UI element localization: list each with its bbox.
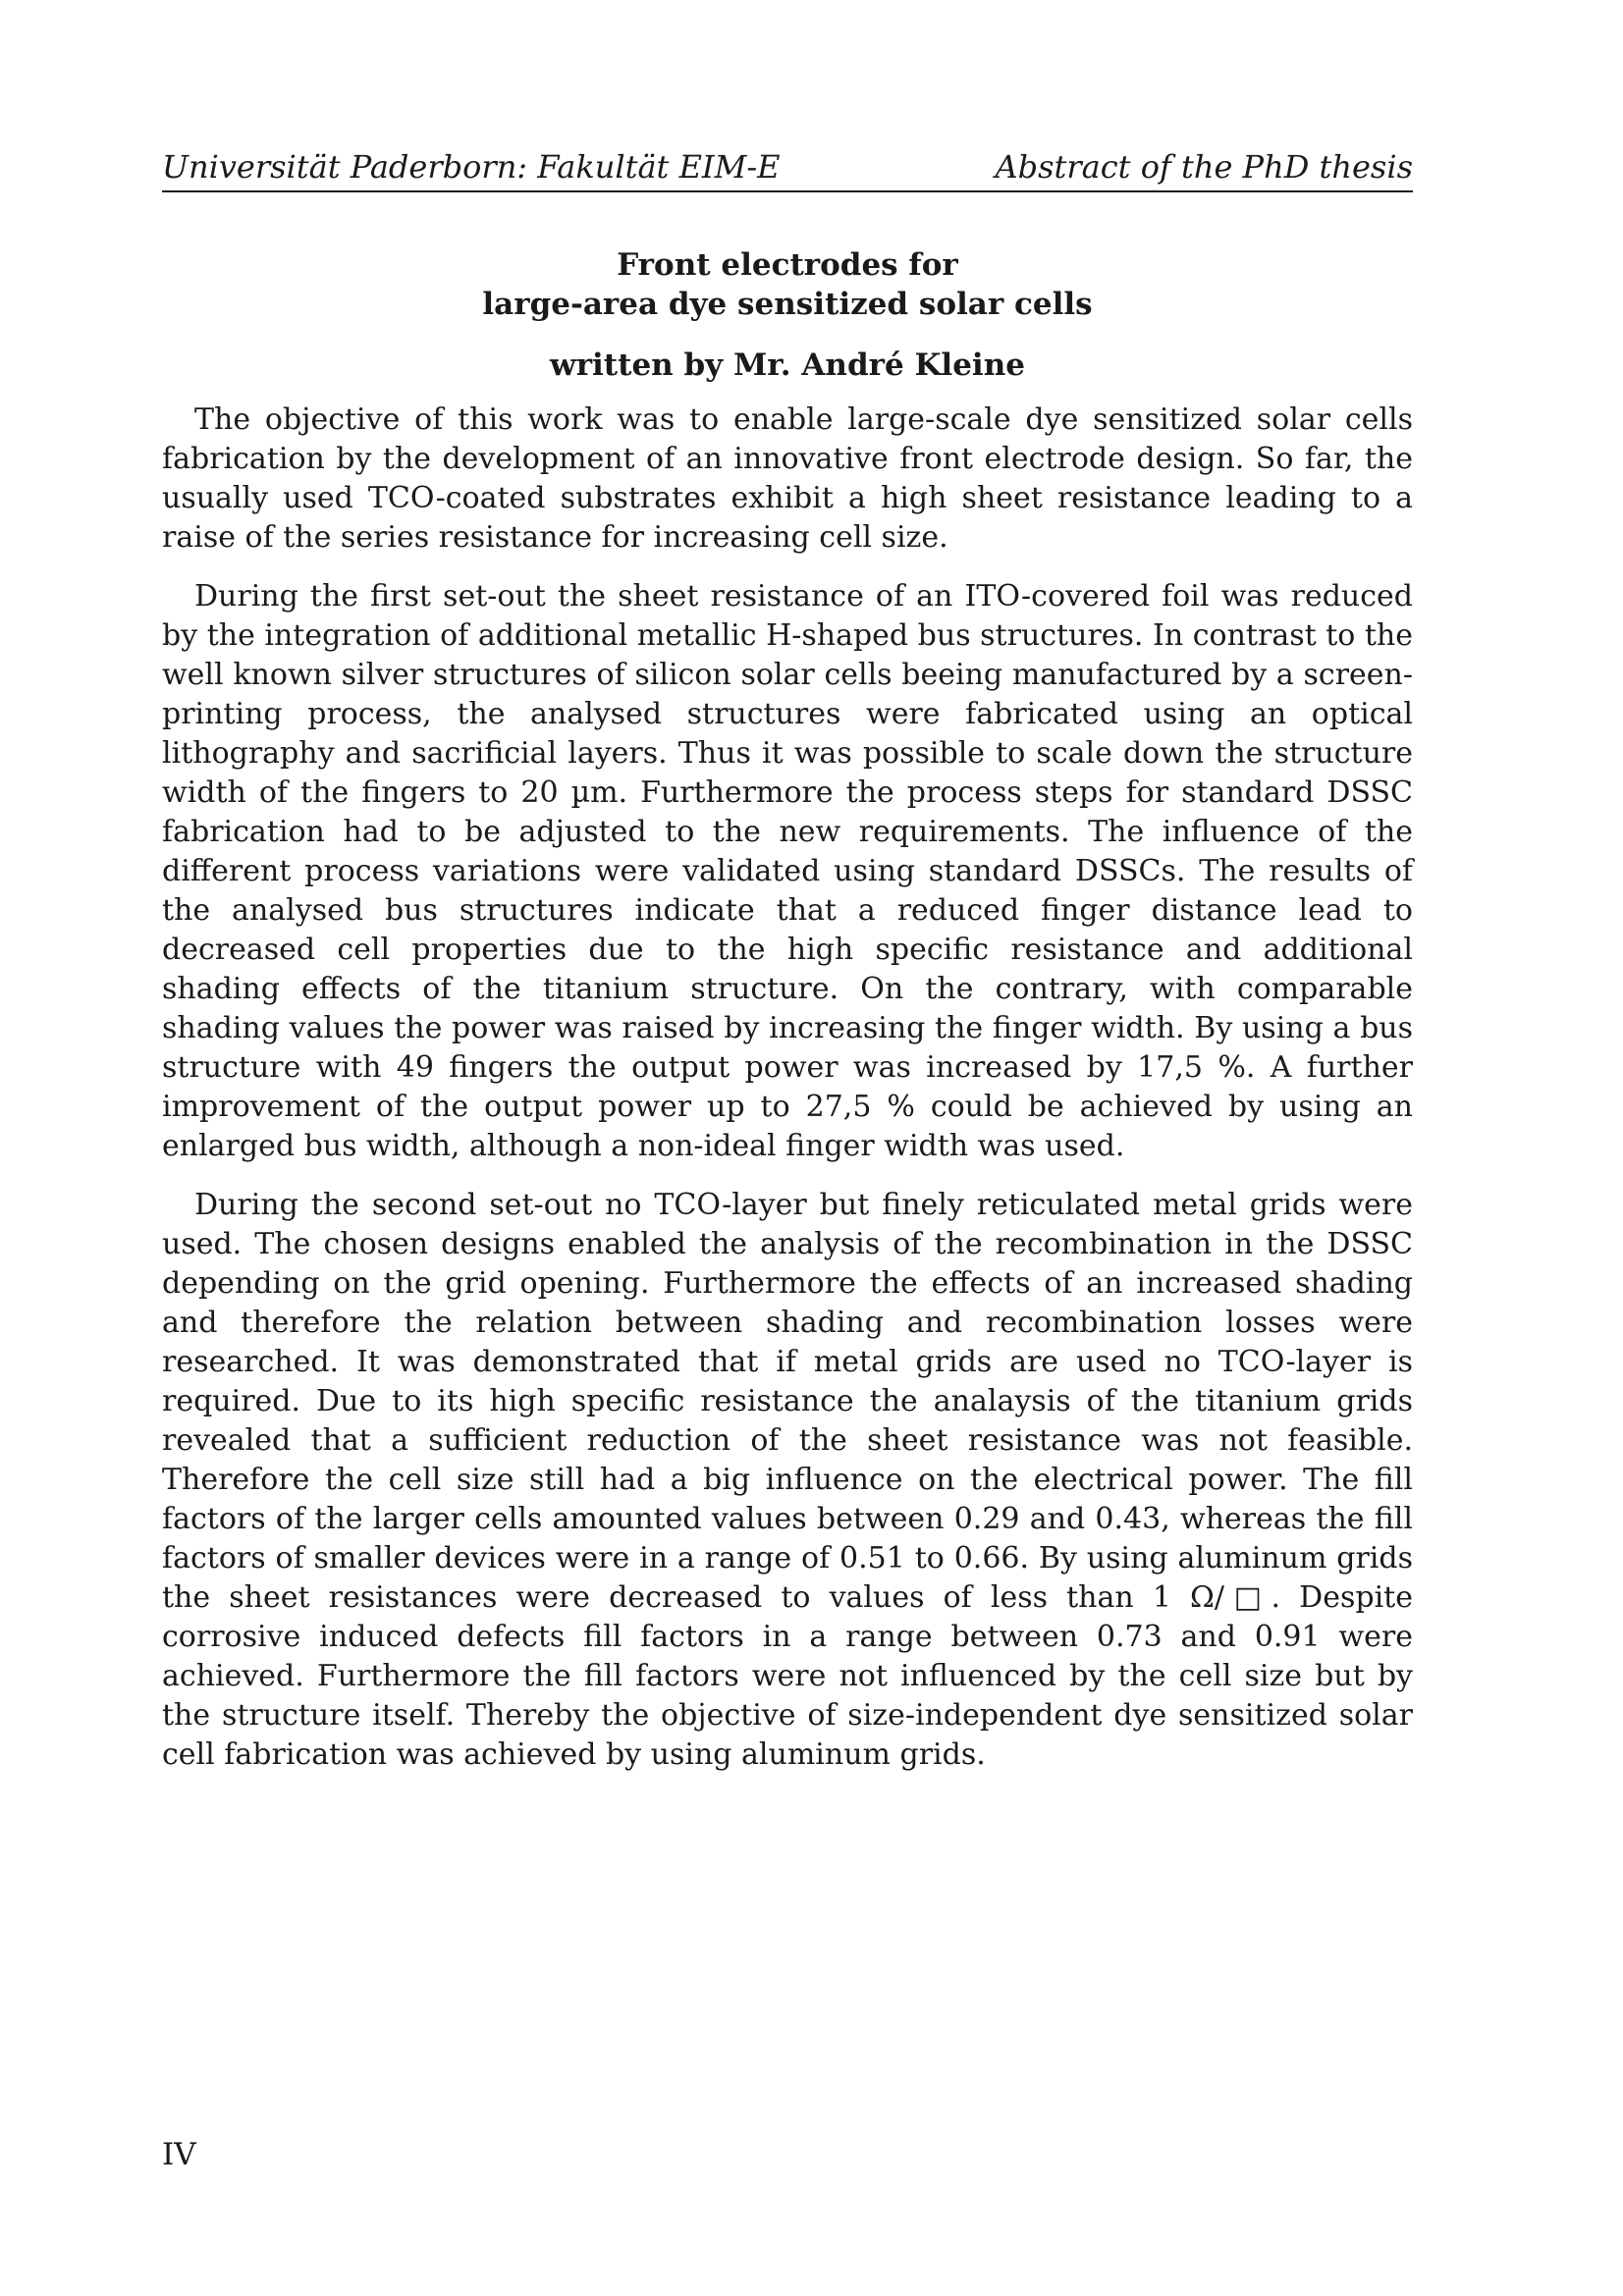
page-number: IV [162, 2137, 196, 2172]
header-institution: Universität Paderborn: Fakultät EIM-E [162, 148, 781, 186]
abstract-paragraph-1: The objective of this work was to enable large-scale dye sensitized solar cells fabrication by the development of an innovative front electrode design. So far, the usually used TCO-coated substrates exhibit a high sheet resistance leading to a raise of the series resistance for increasing cell size. [162, 402, 1413, 555]
abstract-paragraph-2: During the first set-out the sheet resistance of an ITO-covered foil was reduced by the integration of additional metallic H-shaped bus structures. In contrast to the well known silver structures of silicon solar cells beeing manufactured by a screen-printing process, the analysed structures were fabricated using an optical lithography and sacrificial layers. Thus it was possible to scale down the structure width of the fingers to 20 µm. Furthermore the process steps for standard DSSC fabrication had to be adjusted to the new requirements. The influence of the different process variations were validated using standard DSSCs. The results of the analysed bus structures indicate that a reduced finger distance lead to decreased cell properties due to the high specific resistance and additional shading effects of the titanium structure. On the contrary, with comparable shading values the power was raised by increasing the finger width. By using a bus structure with 49 fingers the output power was increased by 17,5 %. A further improvement of the output power up to 27,5 % could be achieved by using an enlarged bus width, although a non-ideal finger width was used. [162, 579, 1413, 1163]
abstract-paragraph-3: During the second set-out no TCO-layer but finely reticulated metal grids were used. The chosen designs enabled the analysis of the recombination in the DSSC depending on the grid opening. Furthermore the effects of an increased shading and therefore the relation between shading and recombination losses were researched. It was demonstrated that if metal grids are used no TCO-layer is required. Due to its high specific resistance the analaysis of the titanium grids revealed that a sufficient reduction of the sheet resistance was not feasible. Therefore the cell size still had a big influence on the electrical power. The fill factors of the larger cells amounted values between 0.29 and 0.43, whereas the fill factors of smaller devices were in a range of 0.51 to 0.66. By using aluminum grids the sheet resistances were decreased to values of less than 1 Ω/□. Despite corrosive induced defects fill factors in a range between 0.73 and 0.91 were achieved. Furthermore the fill factors were not influenced by the cell size but by the structure itself. Thereby the objective of size-independent dye sensitized solar cell fabrication was achieved by using aluminum grids. [162, 1188, 1413, 1772]
thesis-title-line-2: large-area dye sensitized solar cells [482, 287, 1093, 322]
header-document-type: Abstract of the PhD thesis [995, 148, 1413, 186]
thesis-title-line-1: Front electrodes for [617, 247, 958, 283]
author-line: written by Mr. André Kleine [550, 347, 1025, 383]
running-header [162, 147, 1413, 192]
abstract-body [162, 400, 1413, 1775]
title-block [162, 245, 1413, 385]
page-content [162, 147, 1413, 1794]
